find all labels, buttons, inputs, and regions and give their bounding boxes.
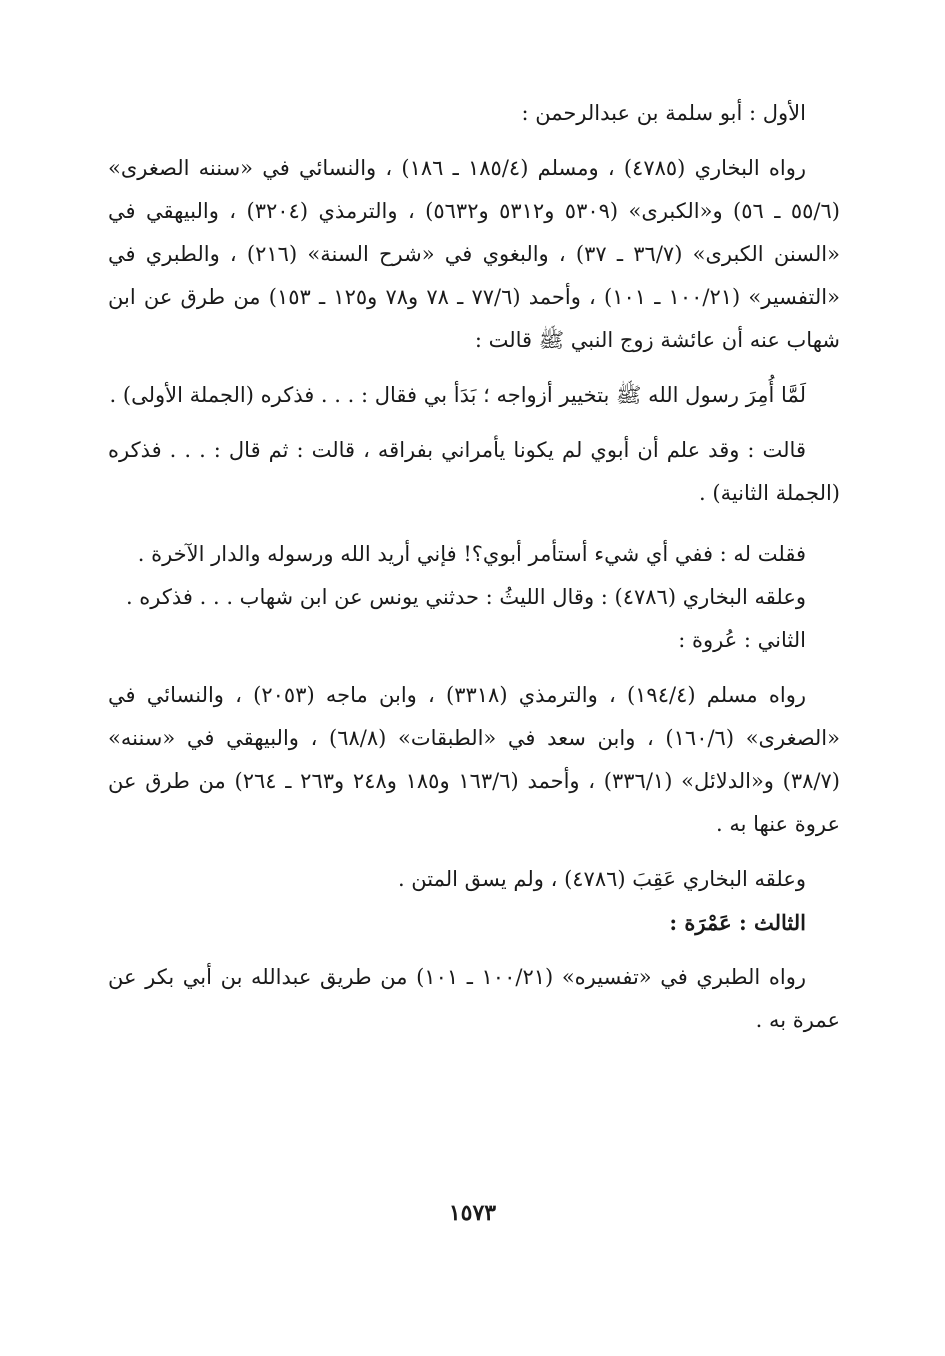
heading-second-narrator: الثاني : عُروة : (678, 628, 806, 652)
heading-third-narrator: الثالث : عَمْرَة : (669, 910, 806, 935)
paragraph-second-narrator-sources: رواه مسلم (١٩٤/٤) ، والترمذي (٣٣١٨) ، وابن ماجه (٢٠٥٣) ، والنسائي في «الصغرى» (١٦٠/٦) ، وابن سعد في «الطبقات» (٦٨/٨) ، والبيهقي في «سننه» (٣٨/٧) و«الدلائل» (٣٣٦/١) ، وأحمد (١٦٣/٦ و١٨٥ و٢٤٨ و٢٦٣ ـ ٢٦٤) من طرق عن عروة عنها به . (101, 683, 840, 836)
page-body (101, 92, 840, 1042)
heading-first-narrator: الأول : أبو سلمة بن عبدالرحمن : (521, 101, 806, 125)
paragraph-bukhari-taliq: وعلقه البخاري (٤٧٨٦) : وقال الليثُ : حدثني يونس عن ابن شهاب . . . فذكره . (125, 585, 806, 609)
paragraph-hadith-first-sentence: لَمَّا أُمِرَ رسول الله ﷺ بتخيير أزواجه ؛ بَدَأ بي فقال : . . . فذكره (الجملة الأولى) . (109, 383, 806, 407)
paragraph-first-narrator-sources: رواه البخاري (٤٧٨٥) ، ومسلم (١٨٥/٤ ـ ١٨٦) ، والنسائي في «سننه الصغرى» (٥٥/٦ ـ ٥٦) و«الكبرى» (٥٣٠٩ و٥٣١٢ و٥٦٣٢) ، والترمذي (٣٢٠٤) ، والبيهقي في «السنن الكبرى» (٣٦/٧ ـ ٣٧) ، والبغوي في «شرح السنة» (٢١٦) ، والطبري في «التفسير» (١٠٠/٢١ ـ ١٠١) ، وأحمد (٧٧/٦ ـ ٧٨ و٧٨ و١٢٥ ـ ١٥٣) من طرق عن ابن شهاب عنه أن عائشة زوج النبي ﷺ قالت : (101, 156, 840, 352)
paragraph-bukhari-taliq-urwa: وعلقه البخاري عَقِبَ (٤٧٨٦) ، ولم يسق المتن . (397, 867, 806, 891)
paragraph-hadith-reply: فقلت له : ففي أي شيء أستأمر أبوي؟! فإني أريد الله ورسوله والدار الآخرة . (137, 542, 806, 566)
paragraph-hadith-second-sentence: قالت : وقد علم أن أبوي لم يكونا يأمراني بفراقه ، قالت : ثم قال : . . . فذكره (الجملة الثانية) . (101, 438, 840, 505)
paragraph-third-narrator-sources: رواه الطبري في «تفسيره» (١٠٠/٢١ ـ ١٠١) من طريق عبدالله بن أبي بكر عن عمرة به . (101, 965, 840, 1032)
page-number: ١٥٧٣ (448, 1200, 497, 1226)
